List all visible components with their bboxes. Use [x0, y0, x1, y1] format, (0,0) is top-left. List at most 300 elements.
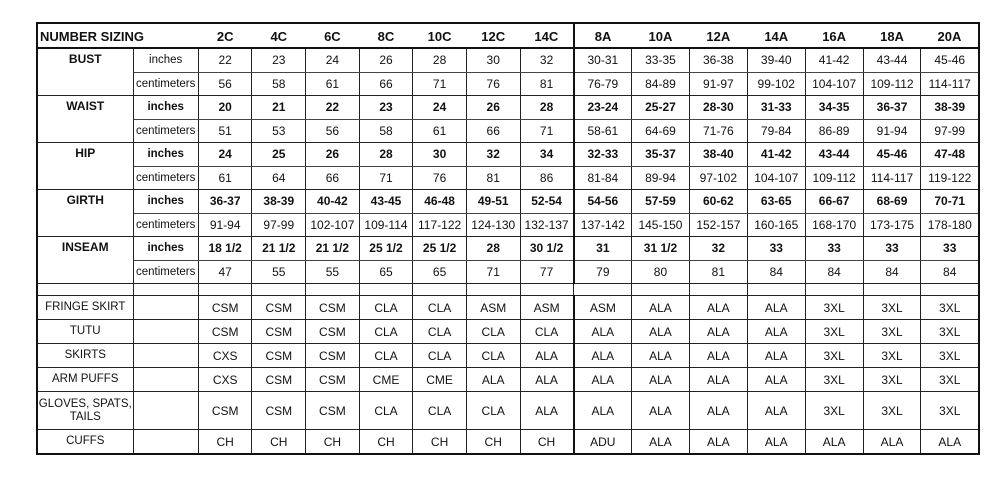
- measurement-name: HIP: [37, 143, 133, 190]
- size-value: 36-37: [863, 96, 921, 120]
- size-value: 31-33: [747, 96, 805, 120]
- spacer-cell: [632, 284, 690, 296]
- size-value: 58-61: [574, 119, 632, 143]
- costume-size-code: CH: [252, 430, 306, 455]
- size-value: 77: [520, 260, 574, 284]
- size-value: 89-94: [632, 166, 690, 190]
- costume-size-code: ALA: [689, 344, 747, 368]
- unit-label: centimeters: [133, 166, 198, 190]
- size-value: 109-112: [863, 72, 921, 96]
- size-value: 45-46: [863, 143, 921, 167]
- size-value: 24: [306, 48, 360, 72]
- size-value: 102-107: [306, 213, 360, 237]
- size-value: 71-76: [689, 119, 747, 143]
- size-value: 28: [466, 237, 520, 261]
- size-value: 33-35: [632, 48, 690, 72]
- size-value: 79: [574, 260, 632, 284]
- costume-name: CUFFS: [37, 430, 133, 455]
- size-value: 168-170: [805, 213, 863, 237]
- size-value: 64-69: [632, 119, 690, 143]
- size-value: 47-48: [921, 143, 979, 167]
- costume-size-code: CLA: [413, 296, 467, 320]
- size-value: 86: [520, 166, 574, 190]
- size-value: 60-62: [689, 190, 747, 214]
- spacer-cell: [805, 284, 863, 296]
- size-value: 38-39: [921, 96, 979, 120]
- size-header: 10C: [413, 23, 467, 48]
- size-value: 114-117: [921, 72, 979, 96]
- costume-size-code: ALA: [520, 368, 574, 392]
- size-value: 38-40: [689, 143, 747, 167]
- measurement-name: INSEAM: [37, 237, 133, 284]
- size-value: 56: [306, 119, 360, 143]
- costume-size-code: CH: [413, 430, 467, 455]
- costume-size-code: CLA: [466, 392, 520, 430]
- costume-size-code: ALA: [805, 430, 863, 455]
- size-value: 70-71: [921, 190, 979, 214]
- size-value: 47: [198, 260, 252, 284]
- size-value: 119-122: [921, 166, 979, 190]
- costume-name: ARM PUFFS: [37, 368, 133, 392]
- costume-size-code: 3XL: [921, 320, 979, 344]
- spacer-cell: [921, 284, 979, 296]
- size-value: 38-39: [252, 190, 306, 214]
- size-value: 66: [306, 166, 360, 190]
- costume-size-code: CXS: [198, 368, 252, 392]
- size-value: 76: [466, 72, 520, 96]
- costume-size-code: CH: [306, 430, 360, 455]
- size-value: 51: [198, 119, 252, 143]
- costume-name: TUTU: [37, 320, 133, 344]
- costume-size-code: CSM: [252, 392, 306, 430]
- costume-size-code: CLA: [359, 344, 413, 368]
- size-header: 10A: [632, 23, 690, 48]
- measurement-row: [37, 48, 979, 72]
- size-value: 28: [359, 143, 413, 167]
- spacer-row: [37, 284, 979, 296]
- costume-size-code: CSM: [306, 368, 360, 392]
- size-value: 91-97: [689, 72, 747, 96]
- costume-size-code: 3XL: [805, 392, 863, 430]
- costume-size-code: ALA: [632, 392, 690, 430]
- costume-size-code: ALA: [632, 296, 690, 320]
- size-value: 26: [306, 143, 360, 167]
- size-value: 61: [198, 166, 252, 190]
- size-value: 39-40: [747, 48, 805, 72]
- measurement-row: [37, 119, 979, 143]
- chart-title: NUMBER SIZING: [37, 23, 198, 48]
- size-value: 61: [413, 119, 467, 143]
- size-value: 71: [413, 72, 467, 96]
- costume-size-code: ALA: [689, 296, 747, 320]
- costume-size-code: 3XL: [863, 344, 921, 368]
- size-value: 160-165: [747, 213, 805, 237]
- size-value: 25 1/2: [359, 237, 413, 261]
- measurement-name: WAIST: [37, 96, 133, 143]
- costume-size-code: ALA: [574, 368, 632, 392]
- size-value: 109-112: [805, 166, 863, 190]
- size-value: 65: [359, 260, 413, 284]
- spacer-cell: [133, 284, 198, 296]
- size-value: 84: [921, 260, 979, 284]
- costume-row: [37, 296, 979, 320]
- costume-size-code: CH: [466, 430, 520, 455]
- size-value: 26: [359, 48, 413, 72]
- costume-size-code: ALA: [747, 368, 805, 392]
- costume-size-code: 3XL: [863, 368, 921, 392]
- costume-size-code: CSM: [306, 296, 360, 320]
- size-header: 8A: [574, 23, 632, 48]
- size-value: 43-45: [359, 190, 413, 214]
- unit-label: centimeters: [133, 213, 198, 237]
- costume-size-code: CSM: [252, 368, 306, 392]
- costume-size-code: ALA: [689, 392, 747, 430]
- size-value: 99-102: [747, 72, 805, 96]
- size-value: 46-48: [413, 190, 467, 214]
- size-value: 84: [805, 260, 863, 284]
- size-value: 114-117: [863, 166, 921, 190]
- costume-size-code: CLA: [520, 320, 574, 344]
- size-value: 66: [466, 119, 520, 143]
- empty-cell: [133, 320, 198, 344]
- spacer-cell: [689, 284, 747, 296]
- measurement-row: [37, 213, 979, 237]
- measurement-row: [37, 72, 979, 96]
- costume-size-code: ASM: [520, 296, 574, 320]
- empty-cell: [133, 430, 198, 455]
- costume-size-code: ALA: [689, 320, 747, 344]
- costume-size-code: CLA: [413, 392, 467, 430]
- costume-size-code: CH: [520, 430, 574, 455]
- size-value: 81: [689, 260, 747, 284]
- costume-size-code: ALA: [747, 296, 805, 320]
- costume-size-code: CSM: [306, 320, 360, 344]
- size-value: 33: [863, 237, 921, 261]
- size-value: 58: [359, 119, 413, 143]
- size-value: 32: [466, 143, 520, 167]
- costume-size-code: ALA: [466, 368, 520, 392]
- size-value: 32: [520, 48, 574, 72]
- size-value: 71: [520, 119, 574, 143]
- size-value: 58: [252, 72, 306, 96]
- size-value: 81-84: [574, 166, 632, 190]
- table-body: [37, 48, 979, 454]
- costume-size-code: 3XL: [921, 296, 979, 320]
- costume-size-code: ALA: [921, 430, 979, 455]
- size-value: 52-54: [520, 190, 574, 214]
- size-value: 22: [306, 96, 360, 120]
- costume-size-code: CXS: [198, 344, 252, 368]
- size-value: 76-79: [574, 72, 632, 96]
- size-value: 28: [520, 96, 574, 120]
- costume-size-code: 3XL: [805, 344, 863, 368]
- size-value: 66-67: [805, 190, 863, 214]
- size-value: 21: [252, 96, 306, 120]
- size-value: 24: [413, 96, 467, 120]
- costume-size-code: ALA: [632, 368, 690, 392]
- size-value: 26: [466, 96, 520, 120]
- spacer-cell: [747, 284, 805, 296]
- size-value: 25-27: [632, 96, 690, 120]
- costume-size-code: CLA: [466, 344, 520, 368]
- costume-name: FRINGE SKIRT: [37, 296, 133, 320]
- spacer-cell: [520, 284, 574, 296]
- costume-size-code: 3XL: [805, 368, 863, 392]
- spacer-cell: [574, 284, 632, 296]
- size-header: 12C: [466, 23, 520, 48]
- size-header: 4C: [252, 23, 306, 48]
- size-value: 178-180: [921, 213, 979, 237]
- costume-size-code: CLA: [359, 320, 413, 344]
- spacer-cell: [466, 284, 520, 296]
- costume-size-code: ADU: [574, 430, 632, 455]
- costume-size-code: CLA: [413, 344, 467, 368]
- sizing-table: [36, 22, 980, 455]
- size-value: 84: [863, 260, 921, 284]
- costume-size-code: 3XL: [863, 320, 921, 344]
- costume-size-code: ALA: [574, 344, 632, 368]
- empty-cell: [133, 392, 198, 430]
- size-value: 30-31: [574, 48, 632, 72]
- size-value: 84: [747, 260, 805, 284]
- size-value: 145-150: [632, 213, 690, 237]
- measurement-name: BUST: [37, 48, 133, 96]
- size-value: 91-94: [863, 119, 921, 143]
- size-value: 33: [921, 237, 979, 261]
- measurement-name: GIRTH: [37, 190, 133, 237]
- size-value: 124-130: [466, 213, 520, 237]
- size-value: 117-122: [413, 213, 467, 237]
- measurement-row: [37, 96, 979, 120]
- size-value: 97-99: [252, 213, 306, 237]
- header-row: [37, 23, 979, 48]
- size-value: 81: [466, 166, 520, 190]
- costume-size-code: CSM: [252, 344, 306, 368]
- size-value: 32-33: [574, 143, 632, 167]
- size-chart: [36, 22, 980, 455]
- costume-size-code: ALA: [689, 368, 747, 392]
- costume-size-code: 3XL: [863, 296, 921, 320]
- spacer-cell: [306, 284, 360, 296]
- size-value: 25: [252, 143, 306, 167]
- size-value: 55: [252, 260, 306, 284]
- size-value: 23: [252, 48, 306, 72]
- size-value: 18 1/2: [198, 237, 252, 261]
- costume-size-code: ALA: [747, 320, 805, 344]
- size-header: 8C: [359, 23, 413, 48]
- measurement-row: [37, 166, 979, 190]
- costume-size-code: CME: [413, 368, 467, 392]
- unit-label: inches: [133, 237, 198, 261]
- spacer-cell: [359, 284, 413, 296]
- size-header: 18A: [863, 23, 921, 48]
- size-value: 21 1/2: [306, 237, 360, 261]
- size-value: 43-44: [805, 143, 863, 167]
- size-header: 14C: [520, 23, 574, 48]
- size-value: 22: [198, 48, 252, 72]
- size-value: 36-38: [689, 48, 747, 72]
- costume-size-code: ALA: [632, 430, 690, 455]
- size-value: 104-107: [805, 72, 863, 96]
- unit-label: centimeters: [133, 119, 198, 143]
- size-value: 71: [359, 166, 413, 190]
- size-value: 41-42: [805, 48, 863, 72]
- costume-size-code: 3XL: [805, 296, 863, 320]
- unit-label: inches: [133, 190, 198, 214]
- costume-size-code: CLA: [359, 296, 413, 320]
- costume-row: [37, 344, 979, 368]
- size-value: 97-99: [921, 119, 979, 143]
- costume-size-code: 3XL: [921, 368, 979, 392]
- costume-size-code: 3XL: [863, 392, 921, 430]
- empty-cell: [133, 344, 198, 368]
- costume-size-code: CSM: [306, 392, 360, 430]
- measurement-row: [37, 260, 979, 284]
- costume-size-code: CH: [359, 430, 413, 455]
- size-value: 97-102: [689, 166, 747, 190]
- costume-size-code: ALA: [747, 392, 805, 430]
- size-value: 30 1/2: [520, 237, 574, 261]
- costume-size-code: CLA: [466, 320, 520, 344]
- size-value: 34-35: [805, 96, 863, 120]
- size-value: 68-69: [863, 190, 921, 214]
- size-value: 30: [466, 48, 520, 72]
- size-value: 173-175: [863, 213, 921, 237]
- costume-size-code: ALA: [863, 430, 921, 455]
- size-header: 16A: [805, 23, 863, 48]
- size-value: 109-114: [359, 213, 413, 237]
- size-value: 71: [466, 260, 520, 284]
- size-value: 33: [747, 237, 805, 261]
- size-header: 12A: [689, 23, 747, 48]
- costume-size-code: CSM: [306, 344, 360, 368]
- costume-size-code: CLA: [413, 320, 467, 344]
- unit-label: inches: [133, 48, 198, 72]
- size-value: 36-37: [198, 190, 252, 214]
- costume-size-code: ALA: [747, 430, 805, 455]
- size-value: 23: [359, 96, 413, 120]
- size-value: 84-89: [632, 72, 690, 96]
- size-value: 41-42: [747, 143, 805, 167]
- spacer-cell: [252, 284, 306, 296]
- size-header: 6C: [306, 23, 360, 48]
- costume-size-code: 3XL: [805, 320, 863, 344]
- size-value: 20: [198, 96, 252, 120]
- costume-size-code: CSM: [198, 320, 252, 344]
- spacer-cell: [863, 284, 921, 296]
- costume-size-code: ALA: [632, 344, 690, 368]
- size-value: 56: [198, 72, 252, 96]
- size-value: 132-137: [520, 213, 574, 237]
- measurement-row: [37, 143, 979, 167]
- size-value: 21 1/2: [252, 237, 306, 261]
- size-value: 66: [359, 72, 413, 96]
- size-value: 86-89: [805, 119, 863, 143]
- size-value: 79-84: [747, 119, 805, 143]
- costume-size-code: 3XL: [921, 392, 979, 430]
- spacer-cell: [37, 284, 133, 296]
- size-value: 30: [413, 143, 467, 167]
- costume-size-code: ALA: [520, 392, 574, 430]
- costume-size-code: ALA: [574, 392, 632, 430]
- size-value: 63-65: [747, 190, 805, 214]
- size-value: 31 1/2: [632, 237, 690, 261]
- costume-size-code: ALA: [632, 320, 690, 344]
- unit-label: centimeters: [133, 72, 198, 96]
- size-value: 43-44: [863, 48, 921, 72]
- size-value: 152-157: [689, 213, 747, 237]
- empty-cell: [133, 368, 198, 392]
- unit-label: inches: [133, 143, 198, 167]
- size-value: 49-51: [466, 190, 520, 214]
- size-value: 64: [252, 166, 306, 190]
- costume-size-code: 3XL: [921, 344, 979, 368]
- costume-size-code: CLA: [359, 392, 413, 430]
- size-value: 53: [252, 119, 306, 143]
- unit-label: inches: [133, 96, 198, 120]
- costume-size-code: CSM: [198, 296, 252, 320]
- costume-size-code: ALA: [689, 430, 747, 455]
- size-value: 61: [306, 72, 360, 96]
- costume-row: [37, 320, 979, 344]
- size-value: 28: [413, 48, 467, 72]
- size-value: 91-94: [198, 213, 252, 237]
- costume-name: SKIRTS: [37, 344, 133, 368]
- costume-size-code: CME: [359, 368, 413, 392]
- size-header: 14A: [747, 23, 805, 48]
- size-header: 2C: [198, 23, 252, 48]
- size-value: 104-107: [747, 166, 805, 190]
- size-value: 23-24: [574, 96, 632, 120]
- size-value: 45-46: [921, 48, 979, 72]
- costume-size-code: ALA: [747, 344, 805, 368]
- size-value: 33: [805, 237, 863, 261]
- costume-size-code: CSM: [252, 296, 306, 320]
- spacer-cell: [413, 284, 467, 296]
- size-value: 35-37: [632, 143, 690, 167]
- costume-row: [37, 392, 979, 430]
- costume-name: GLOVES, SPATS, TAILS: [37, 392, 133, 430]
- costume-size-code: CSM: [198, 392, 252, 430]
- size-value: 32: [689, 237, 747, 261]
- measurement-row: [37, 190, 979, 214]
- size-value: 55: [306, 260, 360, 284]
- size-value: 80: [632, 260, 690, 284]
- size-value: 25 1/2: [413, 237, 467, 261]
- spacer-cell: [198, 284, 252, 296]
- empty-cell: [133, 296, 198, 320]
- size-header: 20A: [921, 23, 979, 48]
- costume-size-code: ALA: [574, 320, 632, 344]
- costume-size-code: CSM: [252, 320, 306, 344]
- costume-size-code: ALA: [520, 344, 574, 368]
- costume-row: [37, 430, 979, 455]
- size-value: 57-59: [632, 190, 690, 214]
- size-value: 81: [520, 72, 574, 96]
- size-value: 54-56: [574, 190, 632, 214]
- size-value: 28-30: [689, 96, 747, 120]
- costume-size-code: CH: [198, 430, 252, 455]
- size-value: 65: [413, 260, 467, 284]
- size-value: 31: [574, 237, 632, 261]
- costume-row: [37, 368, 979, 392]
- size-value: 34: [520, 143, 574, 167]
- unit-label: centimeters: [133, 260, 198, 284]
- costume-size-code: ASM: [574, 296, 632, 320]
- size-value: 137-142: [574, 213, 632, 237]
- size-value: 24: [198, 143, 252, 167]
- costume-size-code: ASM: [466, 296, 520, 320]
